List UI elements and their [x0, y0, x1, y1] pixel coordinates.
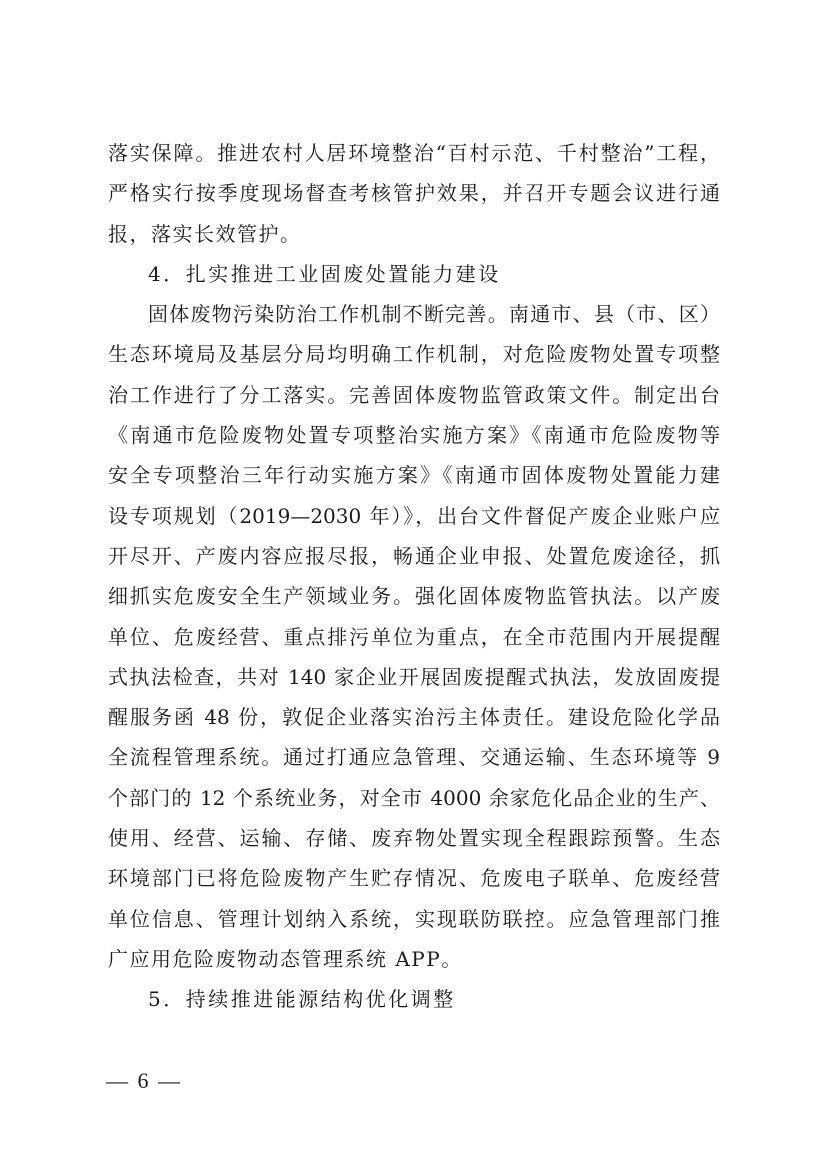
paragraph-line: 细抓实危废安全生产领域业务。强化固体废物监管执法。以产废	[108, 584, 720, 609]
paragraph-line: 严格实行按季度现场督查考核管护效果，并召开专题会议进行通	[108, 181, 720, 206]
section-heading-4: 4．扎实推进工业固废处置能力建设	[148, 261, 501, 286]
paragraph-line: 治工作进行了分工落实。完善固体废物监管政策文件。制定出台	[108, 382, 720, 407]
paragraph-line: 开尽开、产废内容应报尽报，畅通企业申报、处置危废途径，抓	[108, 543, 720, 568]
paragraph-line: 安全专项整治三年行动实施方案》《南通市固体废物处置能力建	[108, 463, 720, 488]
paragraph-line: 环境部门已将危险废物产生贮存情况、危废电子联单、危废经营	[108, 866, 720, 891]
page-number: — 6 —	[106, 1068, 182, 1093]
paragraph-line: 使用、经营、运输、存储、废弃物处置实现全程跟踪预警。生态	[108, 826, 720, 851]
paragraph-line: 《南通市危险废物处置专项整治实施方案》《南通市危险废物等	[108, 423, 720, 448]
paragraph-line: 广应用危险废物动态管理系统 APP。	[108, 946, 463, 971]
paragraph-line: 落实保障。推进农村人居环境整治“百村示范、千村整治”工程，	[108, 141, 720, 165]
paragraph-line: 式执法检查，共对 140 家企业开展固废提醒式执法，发放固废提	[108, 664, 720, 689]
paragraph-line: 设专项规划（2019—2030 年）》，出台文件督促产废企业账户应	[108, 503, 720, 528]
paragraph-line: 单位、危废经营、重点排污单位为重点，在全市范围内开展提醒	[108, 624, 720, 649]
paragraph-line: 生态环境局及基层分局均明确工作机制，对危险废物处置专项整	[108, 342, 720, 367]
paragraph-line: 固体废物污染防治工作机制不断完善。南通市、县（市、区）	[148, 302, 720, 327]
body-text	[108, 133, 720, 1020]
paragraph-line: 报，落实长效管护。	[108, 221, 302, 246]
paragraph-line: 醒服务函 48 份，敦促企业落实治污主体责任。建设危险化学品	[108, 705, 720, 730]
paragraph-line: 单位信息、管理计划纳入系统，实现联防联控。应急管理部门推	[108, 906, 720, 931]
paragraph-line: 个部门的 12 个系统业务，对全市 4000 余家危化品企业的生产、	[108, 785, 720, 810]
section-heading-5: 5．持续推进能源结构优化调整	[148, 987, 456, 1012]
paragraph-line: 全流程管理系统。通过打通应急管理、交通运输、生态环境等 9	[108, 745, 720, 770]
